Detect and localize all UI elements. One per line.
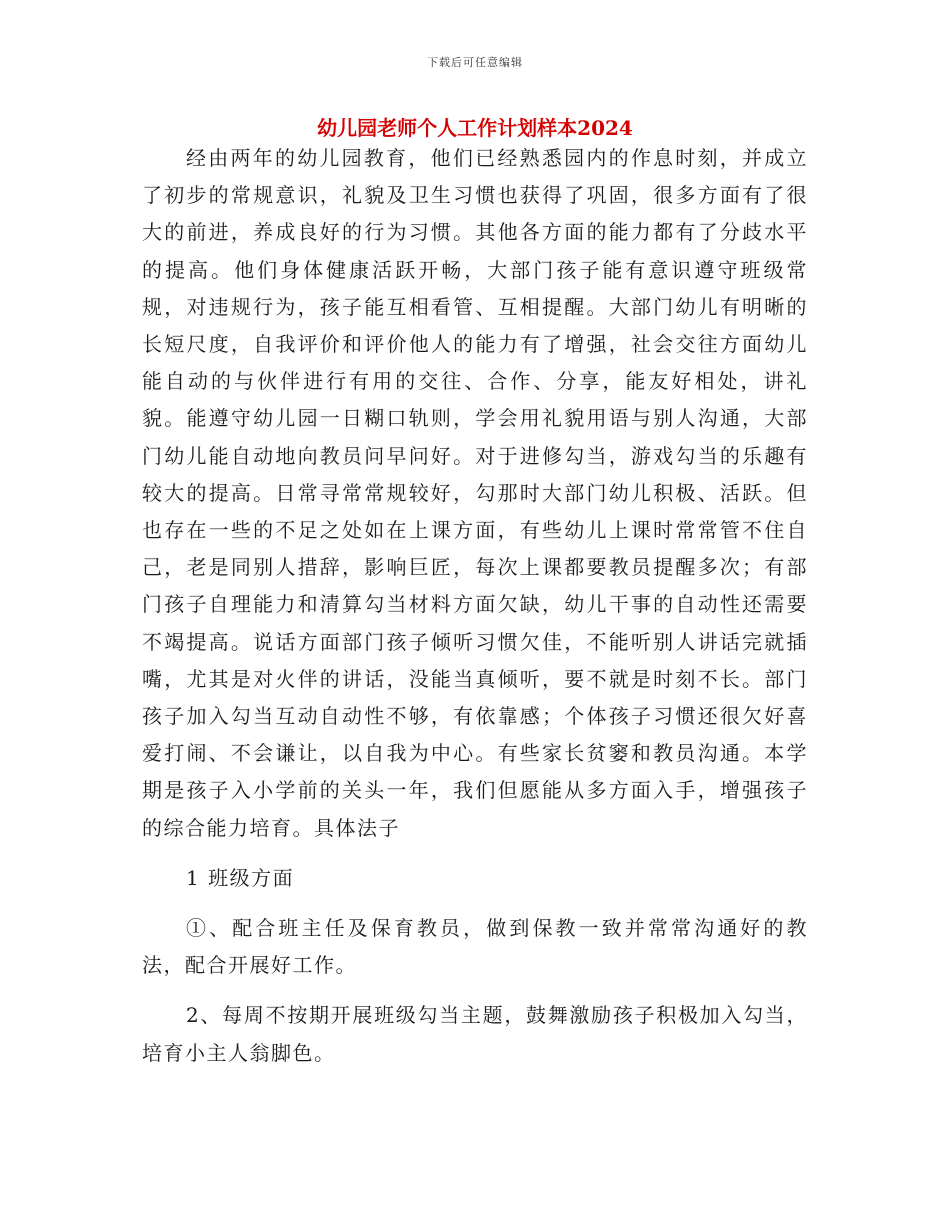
paragraph-intro: 经由两年的幼儿园教育，他们已经熟悉园内的作息时刻，并成立了初步的常规意识，礼貌及卫生习惯也获得了巩固，很多方面有了很大的前进，养成良好的行为习惯。其他各方面的能力都有了分歧水平的提高。他们身体健康活跃开畅，大部门孩子能有意识遵守班级常规，对违规行为，孩子能互相看管、互相提醒。大部门幼儿有明晰的长短尺度，自我评价和评价他人的能力有了增强，社会交往方面幼儿能自动的与伙伴进行有用的交往、合作、分享，能友好相处，讲礼貌。能遵守幼儿园一日糊口轨则，学会用礼貌用语与别人沟通，大部门幼儿能自动地向教员问早问好。对于进修勾当，游戏勾当的乐趣有较大的提高。日常寻常常规较好，勾那时大部门幼儿积极、活跃。但也存在一些的不足之处如在上课方面，有些幼儿上课时常常管不住自己，老是同别人措辞，影响巨匠，每次上课都要教员提醒多次；有部门孩子自理能力和清算勾当材料方面欠缺，幼儿干事的自动性还需要不竭提高。说话方面部门孩子倾听习惯欠佳，不能听别人讲话完就插嘴，尤其是对火伴的讲话，没能当真倾听，要不就是时刻不长。部门孩子加入勾当互动自动性不够，有依靠感；个体孩子习惯还很欠好喜爱打闹、不会谦让，以自我为中心。有些家长贫窭和教员沟通。本学期是孩子入小学前的关头一年，我们但愿能从多方面入手，增强孩子的综合能力培育。具体法子 xyxy=(142,146,808,840)
document-body xyxy=(142,140,808,1072)
paragraph-item-2: 2、每周不按期开展班级勾当主题，鼓舞激励孩子积极加入勾当，培育小主人翁脚色。 xyxy=(142,1003,808,1065)
paragraph-item-1: ①、配合班主任及保育教员，做到保教一致并常常沟通好的教法，配合开展好工作。 xyxy=(142,916,808,978)
page-header-note: 下载后可任意编辑 xyxy=(427,56,523,69)
document-title: 幼儿园老师个人工作计划样本2024 xyxy=(317,116,633,140)
paragraph-section-heading: 1 班级方面 xyxy=(186,865,295,890)
